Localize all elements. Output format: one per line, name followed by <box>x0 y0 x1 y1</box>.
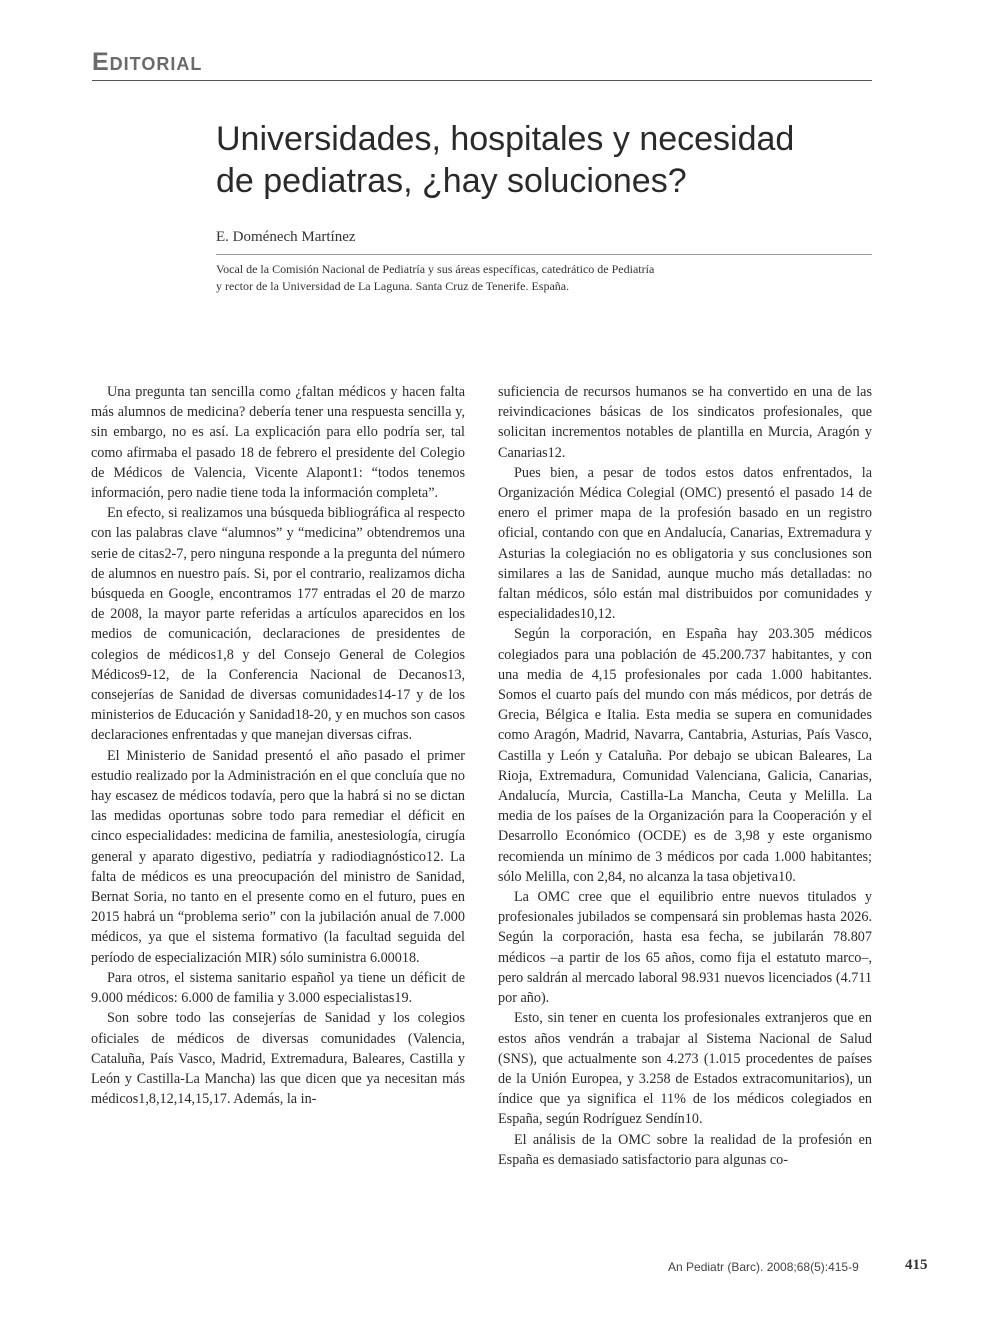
author-name: E. Doménech Martínez <box>216 229 356 245</box>
paragraph: Son sobre todo las consejerías de Sanidad y los colegios oficiales de médicos de diversas comunidades (Valencia, Cataluña, País Vasco, Madrid, Extremadura, Baleares, Castilla y León y Castilla-La Mancha) las que dicen que ya necesitan más médicos1,8,12,14,15,17. Además, la in- <box>91 1010 465 1108</box>
paragraph: El Ministerio de Sanidad presentó el año pasado el primer estudio realizado por la Administración en el que concluía que no hay escasez de médicos todavía, pero que la habrá si no se dictan las medidas oportunas sobre todo para remediar el déficit en cinco especialidades: medicina de familia, anestesiología, cirugía general y aparato digestivo, pediatría y radiodiagnóstico12. La falta de médicos es una preocupación del ministro de Sanidad, Bernat Soria, no tanto en el presente como en el futuro, pues en 2015 habrá un “problema serio” con la jubilación anual de 7.000 médicos, ya que el sistema formativo (la facultad seguida del período de especialización MIR) sólo suministra 6.00018. <box>91 747 465 966</box>
page-number: 415 <box>905 1257 928 1273</box>
title-line-2: de pediatras, ¿hay soluciones? <box>216 162 687 200</box>
title-line-1: Universidades, hospitales y necesidad <box>216 120 795 158</box>
paragraph: suficiencia de recursos humanos se ha convertido en una de las reivindicaciones básicas de los sindicatos profesionales, que solicitan incrementos notables de plantilla en Murcia, Aragón y Canarias12. <box>498 384 872 461</box>
paragraph: Pues bien, a pesar de todos estos datos enfrentados, la Organización Médica Colegial (OMC) presentó el pasado 14 de enero el primer mapa de la profesión basado en un registro oficial, contando con que en Andalucía, Canarias, Extremadura y Asturias la colegiación no es obligatoria y sus conclusiones son similares a las de Sanidad, aunque mucho más detalladas: no faltan médicos, sólo están mal distribuidos por comunidades y especialidades10,12. <box>498 464 872 623</box>
body-column-left <box>91 382 465 1109</box>
paragraph: La OMC cree que el equilibrio entre nuevos titulados y profesionales jubilados se compensará sin problemas hasta 2026. Según la corporación, hasta esa fecha, se jubilarán 78.807 médicos –a partir de los 65 años, como fija el estatuto marco–, pero saldrán al mercado laboral 98.931 nuevos licenciados (4.711 por año). <box>498 889 872 1007</box>
paragraph: El análisis de la OMC sobre la realidad de la profesión en España es demasiado satisfactorio para algunas co- <box>498 1131 872 1168</box>
paragraph: En efecto, si realizamos una búsqueda bibliográfica al respecto con las palabras clave “alumnos” y “medicina” obtendremos una serie de citas2-7, pero ninguna responde a la pregunta del número de alumnos en nuestro país. Si, por el contrario, realizamos dicha búsqueda en Google, encontramos 177 entradas el 20 de marzo de 2008, la mayor parte referidas a artículos aparecidos en los medios de comunicación, declaraciones de presidentes de colegios de médicos1,8 y del Consejo General de Colegios Médicos9-12, de la Conferencia Nacional de Decanos13, consejerías de Sanidad de diversas comunidades14-17 y de los ministerios de Educación y Sanidad18-20, y en muchos son casos declaraciones enfrentadas y que manejan diversas cifras. <box>91 505 465 744</box>
body-column-right <box>498 382 872 1170</box>
section-label: Editorial <box>92 48 203 76</box>
author-affiliation <box>216 261 776 295</box>
article-title <box>216 118 856 202</box>
journal-citation: An Pediatr (Barc). 2008;68(5):415-9 <box>668 1260 859 1274</box>
author-rule <box>216 254 872 255</box>
header-rule <box>92 80 872 81</box>
affiliation-line-2: y rector de la Universidad de La Laguna. Santa Cruz de Tenerife. España. <box>216 279 570 293</box>
paragraph: Para otros, el sistema sanitario español ya tiene un déficit de 9.000 médicos: 6.000 de familia y 3.000 especialistas19. <box>91 969 465 1007</box>
affiliation-line-1: Vocal de la Comisión Nacional de Pediatría y sus áreas específicas, catedrático de Pediatría <box>216 262 655 276</box>
paragraph: Esto, sin tener en cuenta los profesionales extranjeros que en estos años vendrán a trabajar al Sistema Nacional de Salud (SNS), que actualmente son 4.273 (1.015 procedentes de países de la Unión Europea, y 3.258 de Estados extracomunitarios), un índice que ya significa el 11% de los médicos colegiados en España, según Rodríguez Sendín10. <box>498 1010 872 1128</box>
paragraph: Según la corporación, en España hay 203.305 médicos colegiados para una población de 45.200.737 habitantes, y con una media de 4,15 profesionales por cada 1.000 habitantes. Somos el cuarto país del mundo con más médicos, por detrás de Grecia, Bélgica e Italia. Esta media se supera en comunidades como Aragón, Madrid, Navarra, Cantabria, Asturias, País Vasco, Castilla y León y Cataluña. Por debajo se ubican Baleares, La Rioja, Extremadura, Comunidad Valenciana, Galicia, Canarias, Andalucía, Murcia, Castilla-La Mancha, Ceuta y Melilla. La media de los países de la Organización para la Cooperación y el Desarrollo Económico (OCDE) es de 3,98 y este organismo recomienda un mínimo de 3 médicos por cada 1.000 habitantes; sólo Melilla, con 2,84, no alcanza la tasa objetiva10. <box>498 626 872 885</box>
paragraph: Una pregunta tan sencilla como ¿faltan médicos y hacen falta más alumnos de medicina? debería tener una respuesta sencilla y, sin embargo, no es así. La explicación para ello podría ser, tal como afirmaba el pasado 18 de febrero el presidente del Colegio de Médicos de Valencia, Vicente Alapont1: “todos tenemos información, pero nadie tiene toda la información completa”. <box>91 384 465 502</box>
